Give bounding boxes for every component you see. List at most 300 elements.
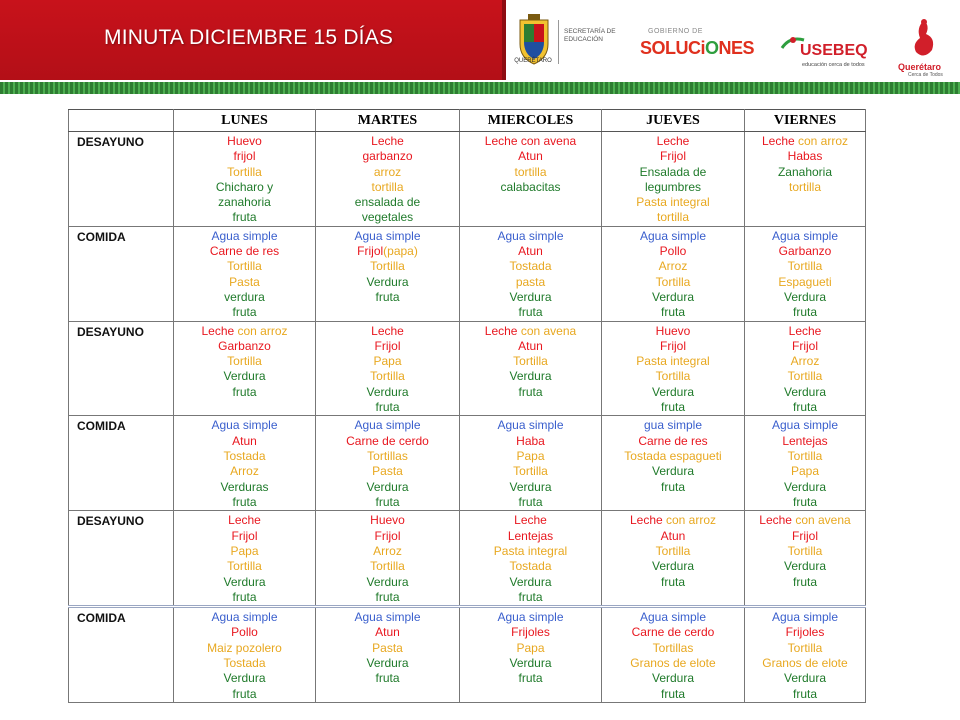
food-line (745, 610, 865, 625)
food-item: Huevo (227, 134, 262, 148)
food-line (316, 339, 459, 354)
food-line (745, 339, 865, 354)
food-item: Leche (201, 323, 238, 338)
food-item: fruta (232, 305, 257, 320)
food-line (174, 180, 315, 195)
food-line (174, 418, 315, 433)
food-line (602, 259, 744, 274)
food-line (602, 513, 744, 528)
food-line (602, 229, 744, 244)
food-line (316, 480, 459, 495)
food-item: Pasta (372, 640, 403, 655)
title-band (0, 0, 502, 80)
food-item: Tortilla (787, 448, 823, 463)
food-line (316, 529, 459, 544)
food-item: Frijoles (511, 625, 550, 640)
food-line (602, 165, 744, 180)
food-line (602, 480, 744, 495)
food-item: Papa (373, 354, 402, 369)
meal-row (69, 416, 866, 511)
day-header: MIERCOLES (460, 110, 602, 132)
menu-cell (602, 607, 745, 703)
food-item: garbanzo (362, 149, 413, 164)
food-item: Verdura (651, 384, 695, 399)
food-line (460, 625, 601, 640)
menu-cell (174, 607, 316, 703)
food-line (316, 134, 459, 149)
menu-cell (602, 416, 745, 511)
food-line (460, 418, 601, 433)
food-item: Tostada (223, 656, 266, 671)
corner-header (69, 110, 174, 132)
food-item: Ensalada de (639, 164, 707, 179)
food-line (316, 575, 459, 590)
food-line (745, 149, 865, 164)
food-line (745, 529, 865, 544)
food-line (745, 495, 865, 510)
food-line (745, 513, 865, 528)
food-line (316, 324, 459, 339)
food-item: Leche (514, 513, 547, 528)
food-item: Agua simple (497, 610, 564, 625)
food-item: Agua simple (354, 610, 421, 625)
food-item: Tortillas (367, 448, 408, 463)
queretaro-shield-icon (514, 14, 554, 74)
food-line (316, 275, 459, 290)
food-line (174, 464, 315, 479)
menu-cell (460, 321, 602, 416)
food-item: Verdura (651, 671, 695, 686)
food-item: con arroz (798, 134, 849, 148)
food-item: fruta (232, 210, 257, 225)
food-line (174, 559, 315, 574)
food-item: Frijol (660, 149, 686, 164)
menu-cell (174, 226, 316, 321)
page-title: MINUTA DICIEMBRE 15 DÍAS (104, 26, 394, 49)
food-line (602, 244, 744, 259)
food-item: Papa (516, 448, 545, 463)
menu-cell (316, 607, 460, 703)
food-line (174, 687, 315, 702)
menu-cell (745, 416, 866, 511)
food-line (745, 687, 865, 702)
food-line (602, 529, 744, 544)
food-line (174, 134, 315, 149)
food-item: Tortilla (227, 559, 262, 574)
food-item: Agua simple (211, 228, 278, 243)
food-line (316, 259, 459, 274)
day-header: VIERNES (745, 110, 866, 132)
food-line (745, 464, 865, 479)
food-item: Verdura (223, 574, 266, 589)
food-line (460, 149, 601, 164)
food-item: Papa (230, 543, 259, 558)
food-item: fruta (518, 305, 543, 320)
food-line (174, 290, 315, 305)
queretaro-figure-icon (908, 16, 940, 62)
food-line (460, 575, 601, 590)
food-item: Agua simple (211, 418, 278, 433)
menu-cell (602, 511, 745, 607)
food-item: Verduras (220, 479, 269, 494)
food-item: fruta (792, 574, 817, 589)
food-item: Tortilla (655, 274, 691, 289)
food-line (460, 656, 601, 671)
food-line (460, 464, 601, 479)
food-line (174, 149, 315, 164)
food-item: Haba (516, 433, 545, 448)
food-item: Agua simple (354, 418, 421, 433)
menu-cell (460, 226, 602, 321)
meal-row (69, 321, 866, 416)
food-item: fruta (792, 305, 817, 320)
food-line (174, 434, 315, 449)
food-item: fruta (232, 384, 257, 399)
food-item: Atun (518, 149, 543, 164)
food-line (174, 575, 315, 590)
menu-cell (460, 132, 602, 227)
food-item: Huevo (370, 513, 405, 528)
food-line (316, 290, 459, 305)
food-line (460, 290, 601, 305)
food-line (316, 165, 459, 180)
food-line (745, 244, 865, 259)
food-item: Tortilla (655, 543, 691, 558)
meal-row (69, 226, 866, 321)
food-line (745, 418, 865, 433)
food-item: verdura (224, 289, 265, 304)
food-item: Arroz (658, 259, 688, 274)
food-item: Huevo (655, 323, 691, 338)
title-band-edge (502, 0, 506, 80)
food-line (745, 641, 865, 656)
food-item: Verdura (223, 671, 266, 686)
food-line (316, 369, 459, 384)
food-line (745, 434, 865, 449)
food-line (745, 671, 865, 686)
food-item: Tortilla (787, 640, 823, 655)
food-item: ensalada de (354, 195, 421, 210)
food-line (602, 195, 744, 210)
food-item: fruta (375, 494, 400, 509)
food-line (316, 385, 459, 400)
food-item: con arroz (237, 323, 288, 338)
food-line (602, 575, 744, 590)
food-item: Atun (518, 244, 543, 259)
food-item: Carne de res (209, 244, 280, 259)
day-header: JUEVES (602, 110, 745, 132)
food-line (460, 339, 601, 354)
food-line (602, 275, 744, 290)
menu-cell (602, 321, 745, 416)
food-line (174, 354, 315, 369)
food-item: Tortilla (227, 259, 262, 274)
logo-divider (558, 20, 559, 64)
food-item: Tostada (509, 259, 552, 274)
meal-label: COMIDA (69, 416, 174, 511)
food-item: fruta (375, 400, 400, 415)
food-item: frijol (233, 149, 256, 164)
food-item: Agua simple (497, 228, 564, 243)
food-item: Verdura (783, 479, 827, 494)
food-item: Tortilla (370, 259, 405, 274)
food-item: arroz (373, 164, 402, 179)
food-line (174, 495, 315, 510)
food-item: fruta (660, 479, 685, 494)
menu-cell (316, 511, 460, 607)
food-item: fruta (375, 289, 400, 304)
food-item: con avena (520, 323, 577, 338)
food-line (174, 210, 315, 225)
meal-label: COMIDA (69, 226, 174, 321)
food-line (745, 324, 865, 339)
food-item: Pollo (231, 625, 258, 640)
food-item: Verdura (783, 559, 827, 574)
food-item: Tortilla (370, 369, 405, 384)
food-item: Frijol (374, 338, 401, 353)
food-item: Lentejas (507, 528, 554, 543)
food-item: fruta (375, 671, 400, 686)
food-item: Pasta integral (493, 543, 568, 558)
food-line (174, 641, 315, 656)
food-line (745, 559, 865, 574)
food-item: con arroz (666, 513, 717, 528)
meal-row (69, 132, 866, 227)
food-item: Verdura (223, 369, 266, 384)
menu-table (68, 109, 866, 703)
food-line (460, 513, 601, 528)
food-item: Verdura (651, 464, 695, 479)
food-line (745, 165, 865, 180)
menu-cell (316, 321, 460, 416)
food-line (745, 656, 865, 671)
food-item: Verdura (509, 656, 552, 671)
food-item: Granos de elote (762, 656, 848, 671)
food-line (602, 369, 744, 384)
food-item: Garbanzo (218, 338, 271, 353)
food-line (460, 449, 601, 464)
food-item: Papa (790, 464, 820, 479)
menu-cell (745, 321, 866, 416)
food-item: Frijol (374, 528, 401, 543)
food-line (460, 610, 601, 625)
food-item: Verdura (366, 274, 409, 289)
food-item: Leche (656, 134, 690, 148)
menu-cell (745, 132, 866, 227)
food-item: Arroz (790, 354, 820, 369)
food-item: fruta (232, 686, 257, 701)
food-line (174, 625, 315, 640)
menu-cell (174, 321, 316, 416)
food-line (316, 244, 459, 259)
food-line (316, 656, 459, 671)
food-line (174, 513, 315, 528)
menu-cell (174, 416, 316, 511)
food-line (602, 290, 744, 305)
food-line (316, 610, 459, 625)
food-line (460, 354, 601, 369)
food-item: Verdura (651, 559, 695, 574)
menu-cell (460, 511, 602, 607)
food-item: fruta (232, 494, 257, 509)
food-item: fruta (660, 305, 685, 320)
food-item: Leche (759, 513, 796, 528)
food-line (602, 305, 744, 320)
food-line (460, 641, 601, 656)
meal-label: DESAYUNO (69, 132, 174, 227)
food-item: Verdura (366, 479, 409, 494)
food-line (316, 434, 459, 449)
food-line (316, 354, 459, 369)
food-item: gua simple (643, 418, 703, 433)
food-item: calabacitas (500, 179, 561, 194)
food-line (602, 400, 744, 415)
food-item: Atun (518, 338, 543, 353)
food-line (460, 275, 601, 290)
food-item: Tortilla (787, 259, 823, 274)
gobierno-logo: SOLUCiONES (640, 38, 755, 58)
food-line (174, 544, 315, 559)
menu-body (69, 132, 866, 703)
logo-strip (508, 6, 960, 80)
food-line (316, 400, 459, 415)
food-line (602, 149, 744, 164)
food-line (460, 165, 601, 180)
food-item: tortilla (371, 179, 404, 194)
food-item: fruta (518, 671, 543, 686)
food-line (602, 354, 744, 369)
food-item: Pasta integral (636, 354, 710, 369)
green-stripe-band (0, 82, 960, 94)
food-item: Atun (375, 625, 400, 640)
food-item: tortilla (656, 210, 689, 225)
food-line (316, 495, 459, 510)
food-item: Atun (232, 433, 257, 448)
food-item: Verdura (366, 656, 409, 671)
food-item: tortilla (514, 164, 547, 179)
food-item: Agua simple (497, 418, 564, 433)
food-item: Verdura (509, 574, 552, 589)
food-item: Agua simple (211, 610, 278, 625)
food-line (460, 434, 601, 449)
food-line (745, 134, 865, 149)
food-item: fruta (792, 686, 817, 701)
food-line (174, 385, 315, 400)
food-item: Agua simple (771, 228, 839, 243)
food-line (316, 149, 459, 164)
food-line (602, 641, 744, 656)
food-item: Leche (629, 513, 666, 528)
food-item: (papa) (383, 244, 418, 259)
food-item: tortilla (788, 179, 821, 194)
food-line (174, 244, 315, 259)
food-item: Frijol (792, 338, 818, 353)
food-line (460, 369, 601, 384)
food-item: Garbanzo (778, 244, 832, 259)
food-line (460, 259, 601, 274)
food-item: Agua simple (639, 610, 707, 625)
menu-cell (745, 226, 866, 321)
food-line (460, 385, 601, 400)
food-item: Verdura (366, 574, 409, 589)
menu-cell (602, 226, 745, 321)
food-line (745, 180, 865, 195)
menu-cell (602, 132, 745, 227)
food-line (316, 180, 459, 195)
food-line (745, 575, 865, 590)
food-line (745, 259, 865, 274)
food-item: Leche (484, 323, 521, 338)
menu-cell (316, 132, 460, 227)
food-item: Verdura (783, 384, 827, 399)
food-item: Atun (660, 528, 686, 543)
food-item: Verdura (509, 289, 552, 304)
food-line (460, 305, 601, 320)
food-item: fruta (660, 400, 685, 415)
food-item: Maiz pozolero (207, 640, 282, 655)
food-line (174, 610, 315, 625)
food-item: Agua simple (354, 228, 421, 243)
food-line (745, 385, 865, 400)
meal-row (69, 607, 866, 703)
food-line (174, 339, 315, 354)
food-line (460, 529, 601, 544)
food-line (602, 339, 744, 354)
food-line (174, 529, 315, 544)
food-item: fruta (792, 494, 817, 509)
food-item: Verdura (783, 671, 827, 686)
food-line (316, 590, 459, 605)
food-item: Agua simple (771, 418, 839, 433)
food-line (745, 275, 865, 290)
food-line (602, 134, 744, 149)
food-line (174, 449, 315, 464)
food-item: Frijol (231, 528, 258, 543)
day-header-row (69, 110, 866, 132)
food-item: Lentejas (782, 433, 828, 448)
food-item: pasta (515, 274, 546, 289)
food-item: Carne de cerdo (631, 625, 715, 640)
day-header: MARTES (316, 110, 460, 132)
food-line (602, 625, 744, 640)
food-line (174, 165, 315, 180)
food-line (602, 656, 744, 671)
food-item: Leche (371, 134, 404, 148)
food-item: fruta (232, 589, 257, 604)
food-item: Frijol (660, 338, 686, 353)
food-line (602, 671, 744, 686)
food-item: Tostada (223, 448, 266, 463)
food-item: Leche (788, 323, 822, 338)
food-line (602, 180, 744, 195)
food-item: vegetales (361, 210, 414, 225)
food-line (316, 210, 459, 225)
food-item: Tortilla (787, 369, 823, 384)
food-line (602, 434, 744, 449)
food-item: Carne de res (638, 433, 708, 448)
food-line (460, 495, 601, 510)
food-line (174, 656, 315, 671)
food-line (174, 275, 315, 290)
meal-label: DESAYUNO (69, 511, 174, 607)
food-line (745, 354, 865, 369)
food-line (460, 544, 601, 559)
food-item: Tortilla (370, 559, 405, 574)
food-item: fruta (792, 400, 817, 415)
food-line (174, 671, 315, 686)
food-item: Zanahoria (777, 164, 833, 179)
food-item: Pasta (229, 274, 260, 289)
